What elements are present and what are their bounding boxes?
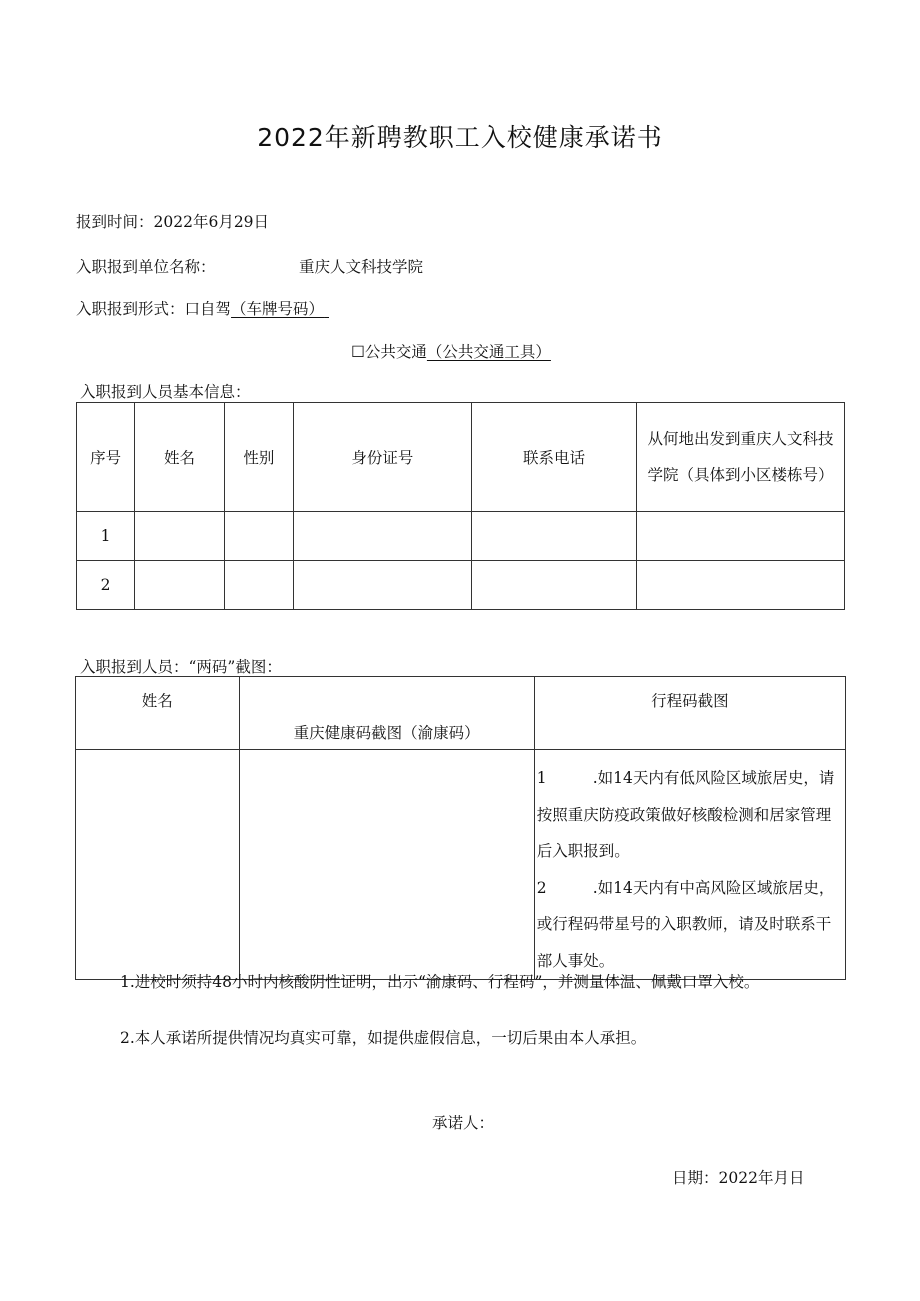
trip-code-notes[interactable] [534,750,845,980]
name-cell[interactable] [135,512,225,561]
row-index: 1 [77,512,135,561]
public-transport-label: 公共交通 [364,343,427,361]
header-id-number: 身份证号 [293,403,471,512]
notice-1: 1.进校时须持48小时内核酸阴性证明，出示“渝康码、行程码”，并测量体温、佩戴口罩入校。 [120,973,760,991]
report-time-line [76,210,269,232]
header-index: 序号 [77,403,135,512]
gender-cell[interactable] [224,512,293,561]
codes-table [75,676,846,980]
table-row [77,561,845,610]
header-name: 姓名 [76,677,240,750]
header-gender: 性别 [224,403,293,512]
gender-cell[interactable] [224,561,293,610]
id-number-cell[interactable] [293,512,471,561]
date-value: 2022年月日 [718,1169,805,1187]
plate-number-field[interactable]: （车牌号码） [231,300,325,318]
name-cell[interactable] [76,750,240,980]
departure-cell[interactable] [637,561,845,610]
form-line-2 [351,340,551,362]
unit-value: 重庆人文科技学院 [299,258,424,276]
id-number-cell[interactable] [293,561,471,610]
row-index: 2 [77,561,135,610]
report-time-value: 2022年6月29日 [153,213,270,231]
page-title: 2022年新聘教职工入校健康承诺书 [257,123,663,152]
notice-2: 2.本人承诺所提供情况均真实可靠，如提供虚假信息，一切后果由本人承担。 [120,1029,647,1047]
transport-vehicle-field[interactable]: （公共交通工具） [426,343,551,361]
form-label: 入职报到形式： [76,300,185,318]
header-name: 姓名 [135,403,225,512]
header-trip-code: 行程码截图 [534,677,845,750]
trip-note-2: 2 .如14天内有中高风险区域旅居史，或行程码带星号的入职教师，请及时联系干部人事处。 [536,878,835,970]
header-phone: 联系电话 [471,403,636,512]
signature-label: 承诺人： [432,1114,495,1132]
trip-note-1: 1 .如14天内有低风险区域旅居史，请按照重庆防疫政策做好核酸检测和居家管理后入职报到。 [536,769,835,860]
public-transport-checkbox[interactable]: ☐ [351,343,365,361]
phone-cell[interactable] [471,512,636,561]
header-health-code: 重庆健康码截图（渝康码） [239,677,534,750]
header-departure: 从何地出发到重庆人文科技学院（具体到小区楼栋号） [637,403,845,512]
unit-label: 入职报到单位名称： [76,258,216,276]
phone-cell[interactable] [471,561,636,610]
name-cell[interactable] [135,561,225,610]
codes-caption: 入职报到人员：“两码”截图： [80,658,282,676]
report-time-label: 报到时间： [76,213,154,231]
date-label: 日期： [672,1169,719,1187]
date-line [672,1166,804,1188]
departure-cell[interactable] [637,512,845,561]
self-drive-label: 自驾 [200,300,232,318]
basic-info-table [76,402,845,610]
health-code-screenshot-area[interactable] [239,750,534,980]
info-caption: 入职报到人员基本信息： [80,383,251,401]
form-line-1 [76,297,329,319]
table-row [77,512,845,561]
self-drive-checkbox[interactable]: 口 [184,300,201,318]
